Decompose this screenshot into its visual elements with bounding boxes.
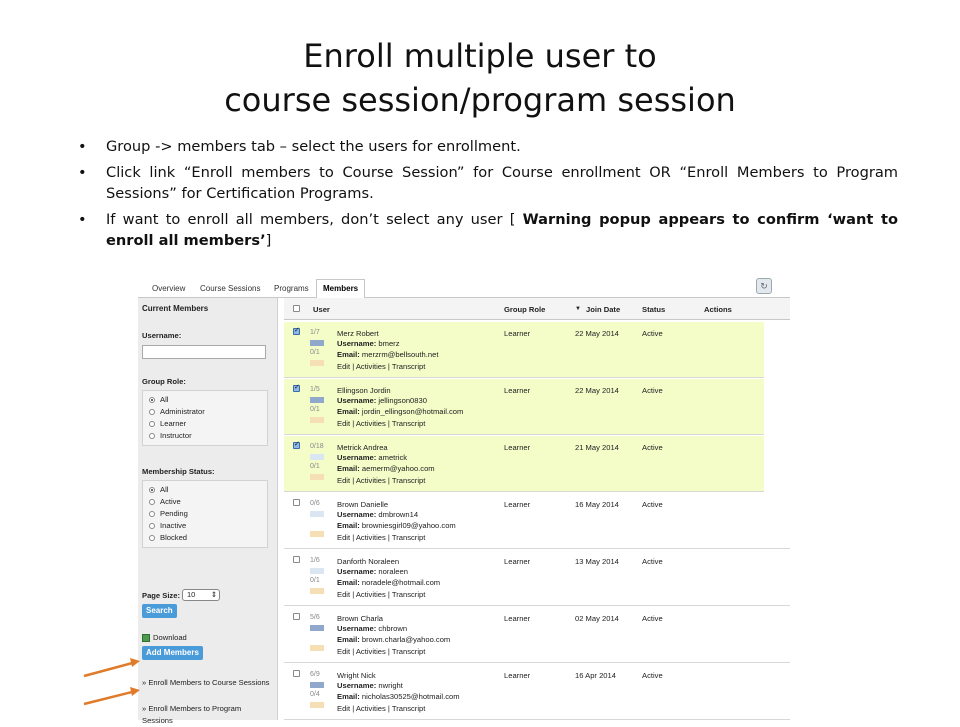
radio-status-pending[interactable] [143,508,267,520]
username-value: bmerz [378,339,400,348]
course-progress-bar [310,511,324,517]
radio-label: Administrator [160,407,205,416]
program-progress: 0/1 [310,577,320,584]
table-row[interactable] [284,550,790,606]
member-join-date: 22 May 2014 [575,386,619,395]
member-email [337,692,460,701]
member-email [337,407,463,416]
member-status: Active [642,386,663,395]
username-input[interactable] [142,345,266,359]
table-row[interactable] [284,436,764,492]
bullet-item [78,136,898,158]
radio-icon [149,511,155,517]
member-group-role: Learner [504,500,531,509]
username-prefix: Username: [337,510,377,519]
radio-label: All [160,485,169,494]
course-progress-bar [310,340,324,346]
sidebar-heading: Current Members [142,304,209,313]
radio-status-inactive[interactable] [143,520,267,532]
radio-label: Active [160,497,181,506]
radio-status-all[interactable] [143,484,267,496]
member-group-role: Learner [504,443,531,452]
radio-role-administrator[interactable] [143,406,267,418]
radio-label: Blocked [160,533,188,542]
radio-label: All [160,395,169,404]
slide-title [0,34,960,122]
page-size-label: Page Size: [142,591,180,600]
username-label: Username: [142,331,182,340]
row-checkbox[interactable] [293,499,300,506]
member-join-date: 16 Apr 2014 [575,671,616,680]
email-value: noradele@hotmail.com [361,578,441,587]
program-progress-bar [310,360,324,366]
radio-icon [149,409,155,415]
download-link[interactable] [142,632,187,644]
row-checkbox[interactable] [293,556,300,563]
member-status: Active [642,443,663,452]
course-progress: 6/9 [310,671,320,678]
email-prefix: Email: [337,350,360,359]
bullet-dot: • [78,138,87,155]
email-prefix: Email: [337,464,360,473]
group-role-label: Group Role: [142,377,186,386]
course-progress: 1/5 [310,386,320,393]
member-join-date: 02 May 2014 [575,614,619,623]
column-group-role[interactable]: Group Role [504,305,546,314]
row-checkbox[interactable] [293,385,300,392]
member-email [337,635,450,644]
username-value: dmbrown14 [378,510,419,519]
search-button[interactable]: Search [142,604,177,618]
program-progress: 0/4 [310,691,320,698]
member-name: Wright Nick [337,671,376,680]
member-status: Active [642,614,663,623]
bullet-text-pre: If want to enroll all members, don’t select any user [ [106,210,523,228]
row-action-links[interactable]: Edit | Activities | Transcript [337,647,426,656]
username-value: nwright [378,681,403,690]
members-table [284,298,790,720]
select-arrows-icon: ⇕ [210,590,217,599]
table-row[interactable] [284,664,790,720]
arrow-to-course-link [84,658,140,676]
radio-icon [149,499,155,505]
email-prefix: Email: [337,578,360,587]
member-join-date: 16 May 2014 [575,500,619,509]
username-value: chbrown [378,624,408,633]
username-prefix: Username: [337,453,377,462]
radio-label: Inactive [160,521,187,530]
radio-label: Instructor [160,431,192,440]
column-join-date[interactable]: Join Date [586,305,621,314]
member-username [337,396,427,405]
member-username [337,681,403,690]
tab-bar [138,278,790,298]
tab-overview[interactable]: Overview [152,284,186,293]
radio-role-learner[interactable] [143,418,267,430]
member-name: Danforth Noraleen [337,557,400,566]
bullet-dot: • [78,210,87,228]
member-group-role: Learner [504,614,531,623]
table-row[interactable] [284,493,790,549]
member-email [337,578,440,587]
username-prefix: Username: [337,339,377,348]
username-value: ametrick [378,453,408,462]
member-name: Metrick Andrea [337,443,388,452]
username-prefix: Username: [337,396,377,405]
membership-status-options [142,480,268,548]
member-username [337,624,407,633]
course-progress-bar [310,568,324,574]
radio-role-all[interactable] [143,394,267,406]
email-value: merzrm@bellsouth.net [361,350,439,359]
course-progress: 5/6 [310,614,320,621]
radio-icon [149,523,155,529]
member-group-role: Learner [504,386,531,395]
enroll-program-sessions-link[interactable]: » Enroll Members to Program Sessions [142,704,242,725]
enroll-course-sessions-link[interactable]: » Enroll Members to Course Sessions [142,678,270,687]
bullet-text-bold: Warning popup appears to confirm ‘want to enroll all members’ [106,210,898,249]
bullet-text: Click link “Enroll members to Course Session” for Course enrollment OR “Enroll Members to Program Sessions” for Certification Programs. [106,163,898,202]
radio-label: Pending [160,509,188,518]
radio-selected-icon [149,487,155,493]
bullet-item [78,162,898,205]
page-size-select[interactable] [182,589,220,601]
member-join-date: 13 May 2014 [575,557,619,566]
bullet-text-post: ] [265,232,272,249]
member-username [337,510,418,519]
email-prefix: Email: [337,692,360,701]
username-prefix: Username: [337,567,377,576]
program-progress: 0/1 [310,406,320,413]
row-action-links[interactable]: Edit | Activities | Transcript [337,476,426,485]
arrow-to-program-link [84,687,140,704]
course-progress-bar [310,454,324,460]
add-members-button[interactable]: Add Members [142,646,203,660]
program-progress-bar [310,417,324,423]
course-progress: 0/18 [310,443,324,450]
member-username [337,567,408,576]
member-group-role: Learner [504,671,531,680]
member-name: Brown Charla [337,614,384,623]
program-progress-bar [310,531,324,537]
member-name: Brown Danielle [337,500,389,509]
filter-sidebar [138,298,278,725]
member-status: Active [642,671,663,680]
bullet-dot: • [78,163,87,181]
group-role-options [142,390,268,446]
email-value: brown.charla@yahoo.com [361,635,451,644]
member-status: Active [642,329,663,338]
table-row[interactable] [284,322,764,378]
bullet-list [78,136,898,256]
select-all-checkbox[interactable] [293,305,300,312]
row-checkbox[interactable] [293,442,300,449]
radio-status-active[interactable] [143,496,267,508]
member-join-date: 21 May 2014 [575,443,619,452]
tab-members[interactable]: Members [316,279,365,299]
radio-icon [149,433,155,439]
row-checkbox[interactable] [293,613,300,620]
email-value: aemerm@yahoo.com [361,464,435,473]
column-actions: Actions [704,305,732,314]
email-prefix: Email: [337,521,360,530]
download-label: Download [153,633,187,642]
member-name: Merz Robert [337,329,379,338]
email-value: browniesgirl09@yahoo.com [361,521,456,530]
course-progress-bar [310,625,324,631]
page-size-value: 10 [187,590,196,599]
course-progress: 1/7 [310,329,320,336]
username-prefix: Username: [337,624,377,633]
email-value: jordin_ellingson@hotmail.com [361,407,464,416]
program-progress: 0/1 [310,463,320,470]
table-header [284,298,790,320]
member-email [337,350,438,359]
course-progress-bar [310,682,324,688]
username-value: jellingson0830 [378,396,427,405]
username-prefix: Username: [337,681,377,690]
program-progress-bar [310,702,324,708]
tab-course-sessions[interactable]: Course Sessions [200,284,261,293]
row-action-links[interactable]: Edit | Activities | Transcript [337,590,426,599]
radio-icon [149,535,155,541]
member-group-role: Learner [504,329,531,338]
row-action-links[interactable]: Edit | Activities | Transcript [337,362,426,371]
program-progress-bar [310,588,324,594]
radio-icon [149,421,155,427]
member-username [337,339,400,348]
row-action-links[interactable]: Edit | Activities | Transcript [337,419,426,428]
bullet-text: Group -> members tab – select the users for enrollment. [106,138,521,155]
program-progress: 0/1 [310,349,320,356]
table-row[interactable] [284,379,764,435]
radio-status-blocked[interactable] [143,532,267,544]
member-status: Active [642,557,663,566]
tab-programs[interactable]: Programs [274,284,309,293]
email-value: nicholas30525@hotmail.com [361,692,460,701]
row-action-links[interactable]: Edit | Activities | Transcript [337,533,426,542]
member-username [337,453,407,462]
email-prefix: Email: [337,635,360,644]
course-progress: 0/6 [310,500,320,507]
program-progress-bar [310,645,324,651]
sort-desc-icon[interactable]: ▼ [575,306,581,312]
column-status[interactable]: Status [642,305,666,314]
username-value: noraleen [378,567,408,576]
member-join-date: 22 May 2014 [575,329,619,338]
member-name: Ellingson Jordin [337,386,391,395]
bullet-item [78,209,898,252]
membership-status-label: Membership Status: [142,467,215,476]
row-checkbox[interactable] [293,328,300,335]
download-icon [142,634,150,642]
slide-title-line-1: Enroll multiple user to [303,37,657,75]
refresh-icon[interactable]: ↻ [756,278,772,294]
members-screenshot [138,278,790,725]
member-email [337,464,435,473]
member-email [337,521,456,530]
row-checkbox[interactable] [293,670,300,677]
slide-title-line-2: course session/program session [224,81,736,119]
column-user[interactable]: User [313,305,330,314]
course-progress-bar [310,397,324,403]
member-status: Active [642,500,663,509]
radio-role-instructor[interactable] [143,430,267,442]
annotation-arrows [78,652,148,712]
row-action-links[interactable]: Edit | Activities | Transcript [337,704,426,713]
radio-label: Learner [160,419,187,428]
program-progress-bar [310,474,324,480]
table-row[interactable] [284,607,790,663]
member-group-role: Learner [504,557,531,566]
course-progress: 1/6 [310,557,320,564]
email-prefix: Email: [337,407,360,416]
radio-selected-icon [149,397,155,403]
